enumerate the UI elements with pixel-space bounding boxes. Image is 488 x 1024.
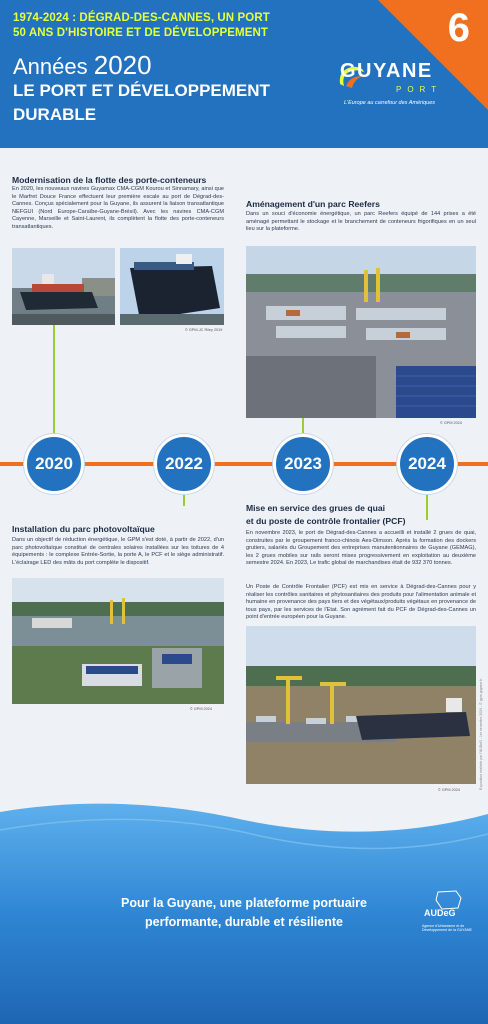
timeline-node-2023: 2023 bbox=[273, 434, 333, 494]
cranes-credit: © GPM 2024 bbox=[438, 788, 461, 792]
decade-prefix: Années bbox=[13, 54, 88, 79]
cranes-text-1: En novembre 2023, le port de Dégrad-des-Cannes a accueilli et installé 2 grues de quai, construites par le groupement franco-chinois Aes-Dimson. Après la formation des dockers grutiers, salariés du Groupement des entreprises manutentionnaires de Guyane (GEMAG), les 2 grues mobiles sur rails seront mises progressivement en exploitation au deuxième semestre 2024. En 2023, Le trafic global de marchandises était de 932 370 tonnes. bbox=[246, 530, 476, 567]
logo-tagline: L'Europe au carrefour des Amériques bbox=[344, 100, 436, 106]
photo-solar-park bbox=[12, 578, 224, 704]
reefers-credit: © GPM 2024 bbox=[440, 421, 463, 425]
cranes-title-line-2: et du poste de contrôle frontalier (PCF) bbox=[246, 516, 406, 526]
photo-quay-cranes bbox=[246, 626, 476, 784]
solar-title: Installation du parc photovoltaïque bbox=[12, 524, 155, 534]
reefers-text: Dans un souci d'économie énergétique, un parc Reefers équipé de 144 prises a été aménagé permettant le stockage et le branchement de conteneurs frigorifiques en un seul lieu sur la plateforme. bbox=[246, 211, 476, 233]
guyane-port-logo bbox=[340, 60, 470, 115]
audeg-name: AUDeG bbox=[424, 908, 456, 918]
timeline-node-2022: 2022 bbox=[154, 434, 214, 494]
audeg-logo bbox=[420, 890, 480, 970]
fleet-credit: © GPM-JC Riley 2019 bbox=[185, 328, 223, 332]
timeline-stem-2022 bbox=[183, 494, 185, 506]
decade-value: 2020 bbox=[93, 50, 152, 80]
timeline-node-2024: 2024 bbox=[397, 434, 457, 494]
panel-number: 6 bbox=[447, 6, 470, 50]
footer-banner bbox=[0, 790, 488, 1024]
vertical-credit bbox=[479, 640, 485, 790]
solar-text: Dans un objectif de réduction énergétique, le GPM s'est doté, à partir de 2022, d'un parc photovoltaïque constitué de centrales solaires installées sur les toitures de 4 équipements : le complexe Entrée-Sortie, la porte A, le PCF et le siège administratif. L'éclairage LED des mâts du port complète le dispositif. bbox=[12, 537, 224, 566]
solar-credit: © GPM 2024 bbox=[190, 707, 213, 711]
reefers-title: Aménagement d'un parc Reefers bbox=[246, 199, 380, 209]
header-line-2: 50 ANS D'HISTOIRE ET DE DÉVELOPPEMENT bbox=[13, 27, 269, 39]
photo-ship-2 bbox=[120, 248, 224, 325]
guyane-map-icon bbox=[434, 890, 464, 910]
page-title-line-2: DURABLE bbox=[13, 105, 97, 124]
photo-reefer-park bbox=[246, 246, 476, 418]
page-title-line-1: LE PORT ET DÉVELOPPEMENT bbox=[13, 81, 270, 100]
vertical-credit-text: Exposition réalisée par l'AUDeG - 1er semestre 2024 - © gpm-guyane.fr bbox=[479, 678, 483, 790]
audeg-subtitle: Agence d'Urbanisme et de Développement de la GUYANE bbox=[422, 924, 472, 933]
header-line-1: 1974-2024 : DÉGRAD-DES-CANNES, UN PORT bbox=[13, 12, 270, 24]
logo-word: GUYANE bbox=[340, 60, 433, 82]
timeline-node-2020: 2020 bbox=[24, 434, 84, 494]
timeline-stem-2020 bbox=[53, 325, 55, 435]
header-banner bbox=[0, 0, 488, 148]
decade-heading bbox=[13, 50, 152, 81]
footer-slogan-line-1: Pour la Guyane, une plateforme portuaire bbox=[121, 896, 367, 910]
logo-port: PORT bbox=[396, 85, 443, 94]
timeline-stem-2024 bbox=[426, 494, 428, 520]
fleet-title: Modernisation de la flotte des porte-conteneurs bbox=[12, 175, 207, 185]
footer-slogan-line-2: performante, durable et résiliente bbox=[145, 915, 343, 929]
cranes-title-line-1: Mise en service des grues de quai bbox=[246, 503, 385, 513]
fleet-text: En 2020, les nouveaux navires Guyamax CMA-CGM Kourou et Sinnamary, ainsi que le Marfret Douce France effectuent leur première escale au port de Dégrad-des-Cannes. Conçus spécialement pour la Guyane, ils assurent la liaison transatlantique NEFGUI (Nord Europe-Caraïbe-Guyane-Brésil). Avec les navires CMA-CGM Cayenne, Marseille et Saint-Laurent, ils complètent la flotte des porte-conteneurs transatlantiques. bbox=[12, 186, 224, 230]
photo-ship-1 bbox=[12, 248, 115, 325]
cranes-text-2: Un Poste de Contrôle Frontalier (PCF) est mis en service à Dégrad-des-Cannes pour y réaliser les contrôles sanitaires et phytosanitaires des produits pour l'alimentation animale et humaine en provenance des pays tiers et des végétaux/produits végétaux en provenance de tous pays, par les services de l'Etat. Son agrément fait du PCF de Dégrad-des-Cannes un point d'entrée européen pour la Guyane. bbox=[246, 584, 476, 621]
